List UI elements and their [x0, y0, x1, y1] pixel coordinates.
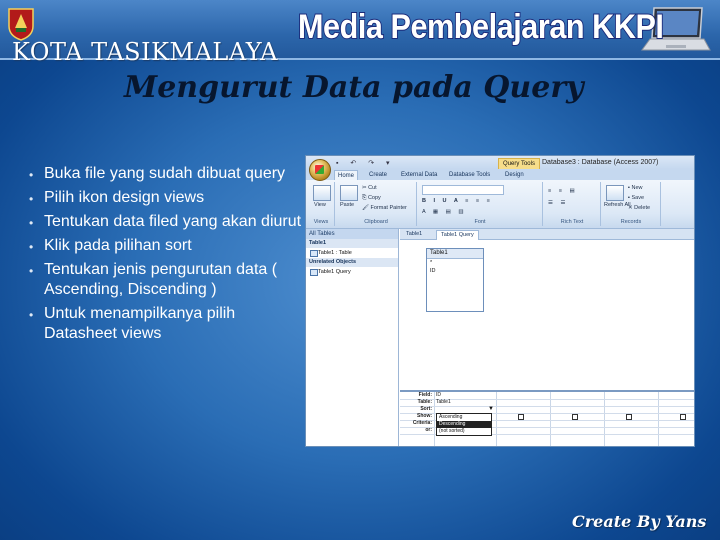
- show-checkbox[interactable]: [680, 414, 686, 420]
- list-item-text: Klik pada pilihan sort: [44, 237, 192, 254]
- doc-tab-query[interactable]: Table1 Query: [436, 230, 479, 240]
- refresh-icon[interactable]: [606, 185, 624, 201]
- grid-row-label: Criteria:: [412, 420, 432, 426]
- query-design-area: [400, 240, 694, 386]
- list-item: [22, 304, 312, 344]
- list-item-text: Pilih ikon design views: [44, 189, 205, 206]
- quick-access-icons: ▪ ↶ ↷ ▾: [336, 160, 395, 167]
- quick-access-toolbar: [306, 156, 694, 169]
- list-item: [22, 164, 312, 184]
- group-label: Clipboard: [364, 219, 388, 225]
- query-design-grid: [400, 390, 694, 447]
- nav-item-query[interactable]: [306, 267, 398, 277]
- group-label: Records: [620, 219, 642, 225]
- view-button[interactable]: View: [314, 202, 326, 208]
- sort-option-ascending[interactable]: Ascending: [439, 414, 463, 420]
- show-checkbox[interactable]: [518, 414, 524, 420]
- brand-title: Media Pembelajaran KKPI: [298, 8, 664, 46]
- table-cell[interactable]: Table1: [436, 399, 451, 405]
- cut-label: Cut: [368, 185, 377, 191]
- list-buttons[interactable]: ☰ ☰: [548, 200, 569, 206]
- copy-label: Copy: [367, 195, 381, 201]
- document-area: [400, 229, 694, 446]
- group-rich-text: [544, 182, 601, 226]
- group-clipboard: [336, 182, 417, 226]
- context-tab-query-tools[interactable]: Query Tools: [498, 158, 540, 171]
- grid-row-label: or:: [425, 427, 432, 433]
- tab-design[interactable]: Design: [505, 172, 524, 178]
- copy-button[interactable]: ⎘ Copy: [362, 195, 381, 201]
- group-font: [418, 182, 543, 226]
- cut-button[interactable]: ✂ Cut: [362, 185, 377, 191]
- nav-item-label: Table1 : Table: [318, 250, 352, 256]
- group-label: Font: [474, 219, 486, 225]
- tab-external-data[interactable]: External Data: [401, 172, 438, 178]
- field-list-item[interactable]: ID: [430, 268, 436, 274]
- sort-option-not-sorted[interactable]: (not sorted): [439, 428, 465, 434]
- group-views: [308, 182, 335, 226]
- font-style-buttons[interactable]: B I U A ≡ ≡ ≡: [422, 198, 493, 204]
- doc-tab-table1[interactable]: Table1: [406, 231, 423, 237]
- list-item: [22, 236, 312, 256]
- list-item-text: Buka file yang sudah dibuat query: [44, 165, 286, 182]
- nav-header[interactable]: All Tables: [306, 229, 398, 239]
- list-item: [22, 260, 312, 300]
- rich-text-buttons[interactable]: ≡ ≡ ▤: [548, 188, 578, 194]
- bullet-glyph: •: [29, 192, 34, 206]
- group-label: Views: [313, 219, 329, 225]
- format-painter-label: Format Painter: [370, 205, 407, 211]
- bullet-glyph: •: [29, 264, 34, 278]
- show-checkbox[interactable]: [572, 414, 578, 420]
- refresh-all-button[interactable]: Refresh All: [604, 202, 631, 208]
- font-name-field[interactable]: [422, 185, 504, 195]
- field-list-item[interactable]: *: [430, 260, 433, 266]
- delete-button[interactable]: ✕ Delete: [628, 205, 651, 211]
- save-button[interactable]: ▪ Save: [628, 195, 645, 201]
- list-item-text: Untuk menampilkanya pilih Datasheet views: [44, 305, 236, 342]
- font-color-buttons[interactable]: A ▦ ▤ ▥: [422, 209, 467, 215]
- slide-title: Mengurut Data pada Query: [124, 70, 584, 105]
- office-logo-icon: [315, 165, 324, 174]
- navigation-pane: [306, 229, 399, 446]
- tab-create[interactable]: Create: [369, 172, 388, 178]
- sort-dropdown-list[interactable]: [436, 413, 492, 436]
- grid-row-label: Show:: [417, 413, 432, 419]
- group-records: [602, 182, 661, 226]
- format-painter-button[interactable]: 🖌 Format Painter: [362, 205, 407, 211]
- table-field-list[interactable]: [426, 248, 484, 312]
- sort-dropdown-arrow-icon[interactable]: ▼: [488, 406, 494, 412]
- office-button[interactable]: [309, 159, 331, 181]
- show-checkbox[interactable]: [626, 414, 632, 420]
- field-list-title: Table1: [427, 249, 483, 259]
- sort-option-descending[interactable]: Descending: [437, 421, 491, 428]
- window-title: Database3 : Database (Access 2007): [542, 159, 659, 166]
- nav-item-label: Table1 Query: [318, 269, 351, 275]
- grid-row-label: Sort:: [420, 406, 432, 412]
- paste-button[interactable]: Paste: [340, 202, 355, 208]
- view-icon[interactable]: [313, 185, 331, 201]
- nav-section-title[interactable]: Table1: [306, 239, 398, 248]
- query-icon: [310, 269, 318, 276]
- paste-icon[interactable]: [340, 185, 358, 201]
- save-label: Save: [631, 195, 645, 201]
- ribbon-tabs: [306, 169, 694, 180]
- grid-row-label: Table:: [417, 399, 432, 405]
- list-item-text: Tentukan data filed yang akan diurut: [44, 213, 302, 230]
- list-item: [22, 188, 312, 208]
- instruction-list: [22, 164, 312, 348]
- bullet-glyph: •: [29, 168, 34, 182]
- document-tabs: [400, 229, 694, 240]
- nav-item-table1[interactable]: [306, 248, 398, 258]
- city-name: KOTA TASIKMALAYA: [12, 38, 279, 66]
- bullet-glyph: •: [29, 308, 34, 322]
- grid-row-label: Field:: [418, 392, 432, 398]
- table-icon: [310, 250, 318, 257]
- new-record-button[interactable]: ▪ New: [628, 185, 643, 191]
- field-cell[interactable]: ID: [436, 392, 441, 398]
- ribbon: [306, 180, 694, 229]
- tab-database-tools[interactable]: Database Tools: [449, 172, 491, 178]
- author-credit: Create By Yans: [572, 512, 707, 531]
- city-emblem-icon: [6, 6, 36, 42]
- access-screenshot: [305, 155, 695, 447]
- nav-section-title[interactable]: Unrelated Objects: [306, 258, 398, 267]
- bullet-glyph: •: [29, 216, 34, 230]
- list-item-text: Tentukan jenis pengurutan data ( Ascending, Discending ): [44, 261, 278, 298]
- tab-home[interactable]: Home: [334, 170, 358, 181]
- list-item: [22, 212, 312, 232]
- bullet-glyph: •: [29, 240, 34, 254]
- group-label: Rich Text: [560, 219, 584, 225]
